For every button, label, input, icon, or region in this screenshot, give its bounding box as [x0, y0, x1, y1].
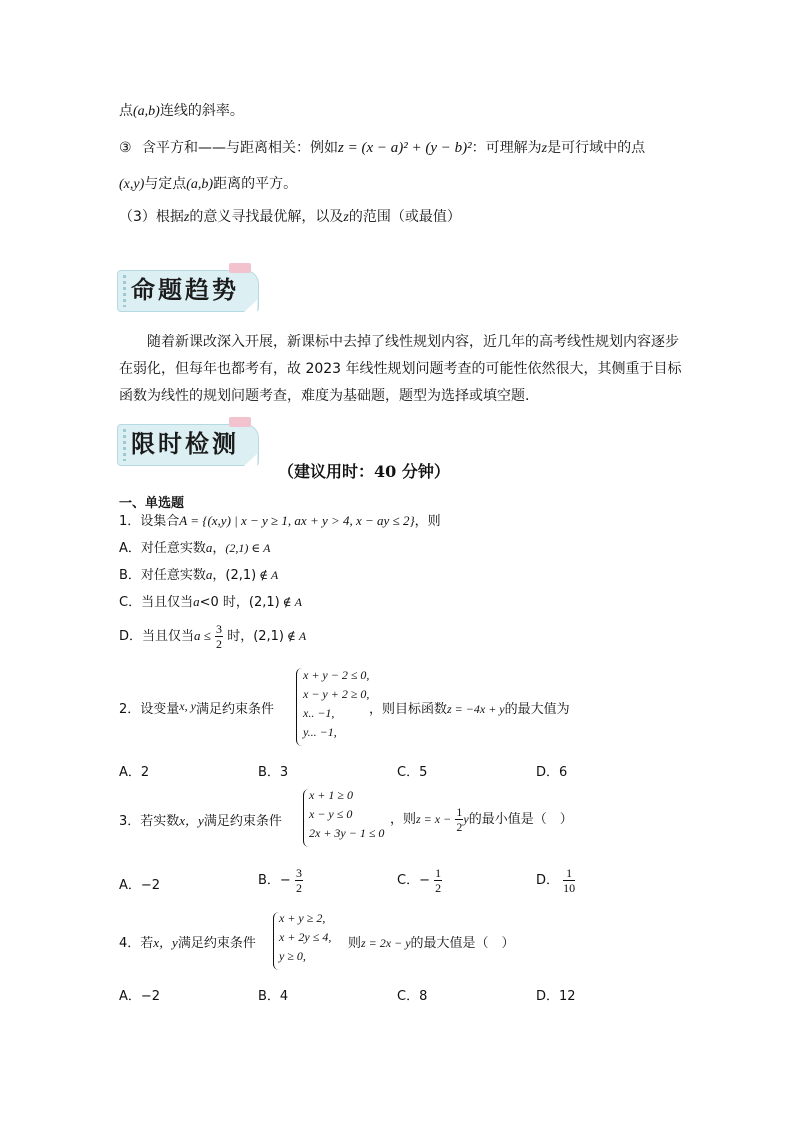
question-text: 的最小值是（ ） — [468, 812, 573, 827]
folded-corner-icon — [244, 454, 257, 466]
inequality: a ≤ — [194, 628, 211, 643]
intro-text: ：可理解为 — [471, 140, 542, 156]
membership-expression: ∉ A — [259, 568, 279, 582]
variables: x，y — [153, 935, 178, 950]
item-marker: ③ — [119, 140, 132, 156]
constraint: x − y ≤ 0 — [309, 807, 353, 821]
fraction: $\frac{1}{2}$ — [435, 866, 442, 895]
question-4-stem-left — [119, 934, 256, 953]
intro-text: 的范围（或最值） — [348, 209, 461, 225]
question-text: 满足约束条件 — [195, 702, 274, 717]
constraint: x + y ≥ 2, — [279, 911, 326, 925]
question-text: ，则 — [414, 514, 441, 529]
q1-option-b[interactable] — [119, 566, 278, 585]
q2-option-c[interactable]: C．5 — [397, 765, 428, 780]
question-2-stem-right — [369, 700, 570, 719]
question-text: 2．设变量 — [119, 702, 180, 717]
question-2-stem-left — [119, 700, 274, 719]
constraint: x + 1 ≥ 0 — [309, 788, 354, 802]
fraction-three-halves: $\frac{3}{2}$ — [216, 622, 223, 651]
question-3-stem-left — [119, 812, 282, 831]
objective-function: z = 2x − y — [361, 936, 411, 950]
paper-clip-icon — [229, 263, 251, 273]
section-banner-test — [117, 420, 264, 470]
q4-option-d[interactable]: D．12 — [536, 989, 576, 1004]
intro-line-1 — [119, 101, 244, 122]
question-text: 满足约束条件 — [203, 814, 282, 829]
q4-constraint-system — [279, 910, 331, 967]
folded-corner-icon — [244, 300, 257, 312]
section-title: 命题趋势 — [131, 275, 239, 304]
intro-item-3 — [119, 138, 645, 159]
intro-text: 距离的平方。 — [213, 176, 298, 192]
question-1-stem — [119, 512, 441, 531]
constraint: x + 2y ≤ 4, — [279, 930, 332, 944]
membership-expression: ∉ A — [287, 629, 307, 643]
question-text: 3．若实数 — [119, 814, 180, 829]
question-4-stem-right — [348, 934, 515, 953]
suggested-time: （建议用时：40 分钟） — [278, 462, 450, 481]
q1-option-a[interactable] — [119, 539, 270, 558]
objective-variable: y — [463, 812, 469, 826]
variable-z: z — [183, 210, 190, 225]
variables: x, y — [179, 699, 196, 713]
q3-constraint-system — [309, 787, 384, 844]
q2-option-d[interactable]: D．6 — [536, 765, 568, 780]
point-ab: (a,b) — [186, 177, 214, 192]
constraint: x.. −1, — [303, 706, 335, 720]
membership-expression: (2,1) ∈ A — [225, 541, 271, 555]
fraction: $\frac{3}{2}$ — [295, 866, 302, 895]
objective-function: z = x − — [416, 812, 452, 826]
membership-expression: ∉ A — [282, 595, 302, 609]
question-text: 4．若 — [119, 936, 154, 951]
option-text: A．对任意实数 — [119, 541, 206, 556]
q1-option-c[interactable] — [119, 593, 302, 612]
q4-option-b[interactable]: B．4 — [258, 989, 289, 1004]
option-text: D．当且仅当 — [119, 629, 195, 644]
fraction: $\frac{1}{10}$ — [563, 866, 576, 895]
fraction-one-half: $\frac{1}{2}$ — [456, 805, 463, 834]
intro-text: 点 — [119, 103, 133, 119]
q2-option-a[interactable]: A．2 — [119, 765, 150, 780]
intro-text: （3）根据 — [119, 209, 184, 225]
option-text: D． — [536, 873, 560, 888]
q4-option-a[interactable]: A．−2 — [119, 989, 161, 1004]
point-xy: (x,y) — [119, 177, 145, 192]
set-definition: A = {(x,y) | x − y ≥ 1, ax + y > 4, x − ay ≤ 2} — [179, 513, 415, 528]
variables: x，y — [179, 813, 204, 828]
point-ab: (a,b) — [133, 104, 160, 119]
constraint: x − y + 2 ≥ 0, — [303, 687, 370, 701]
question-text: 的最大值为 — [504, 702, 570, 717]
q3-option-b[interactable] — [258, 866, 303, 895]
intro-text: 与定点 — [144, 176, 187, 192]
q2-option-b[interactable]: B．3 — [258, 765, 289, 780]
question-text: 则 — [348, 936, 362, 951]
part-heading: 一、单选题 — [119, 496, 185, 511]
intro-text: 是可行域中的点 — [547, 140, 646, 156]
intro-text: 连线的斜率。 — [159, 103, 244, 119]
q4-option-c[interactable]: C．8 — [397, 989, 428, 1004]
option-text: B．对任意实数 — [119, 568, 206, 583]
distance-formula: z = (x − a)² + (y − b)² — [338, 140, 472, 156]
constraint-brace — [296, 668, 302, 746]
variable-a: a — [205, 567, 213, 582]
option-text: B．− — [258, 873, 291, 888]
question-text: 的最大值是（ ） — [410, 936, 515, 951]
q3-option-c[interactable] — [397, 866, 442, 895]
constraint: 2x + 3y − 1 ≤ 0 — [309, 826, 385, 840]
intro-text: 的意义寻找最优解，以及 — [189, 209, 344, 225]
intro-line-3 — [119, 174, 297, 195]
constraint: y... −1, — [303, 725, 337, 739]
option-text: 时，(2,1) — [227, 629, 285, 644]
option-text: C．当且仅当 — [119, 595, 194, 610]
trend-paragraph-line: 函数为线性的规划问题考查，难度为基础题，题型为选择或填空题. — [119, 388, 530, 404]
trend-paragraph-line: 在弱化，但每年也都考有，故 2023 年线性规划问题考查的可能性依然很大，其侧重于目标 — [119, 361, 682, 377]
variable-a: a — [205, 540, 213, 555]
option-text: C．− — [397, 873, 430, 888]
trend-paragraph-line: 随着新课改深入开展，新课标中去掉了线性规划内容，近几年的高考线性规划内容逐步 — [147, 334, 679, 350]
constraint: x + y − 2 ≤ 0, — [303, 668, 370, 682]
variable-z: z — [343, 210, 349, 225]
q3-option-a[interactable]: A．−2 — [119, 878, 161, 893]
section-banner-trend — [117, 266, 264, 316]
question-text: 1．设集合 — [119, 514, 180, 529]
question-text: ，则目标函数 — [369, 702, 448, 717]
intro-text: 含平方和——与距离相关：例如 — [142, 140, 339, 156]
q2-constraint-system — [303, 667, 369, 743]
constraint: y ≥ 0, — [279, 949, 306, 963]
q3-option-d[interactable] — [536, 866, 575, 895]
intro-step-3 — [119, 207, 461, 228]
variable-z: z — [541, 141, 548, 156]
option-text: <0 时，(2,1) — [199, 595, 280, 610]
objective-function: z = −4x + y — [447, 702, 505, 716]
variable-a: a — [193, 594, 200, 609]
paper-clip-icon — [229, 417, 251, 427]
question-text: ，则 — [390, 812, 417, 827]
question-3-stem-right — [390, 805, 573, 834]
q1-option-d[interactable] — [119, 622, 306, 651]
question-text: 满足约束条件 — [177, 936, 256, 951]
option-text: ， — [212, 541, 226, 556]
section-title: 限时检测 — [131, 429, 239, 458]
option-text: ，(2,1) — [212, 568, 257, 583]
